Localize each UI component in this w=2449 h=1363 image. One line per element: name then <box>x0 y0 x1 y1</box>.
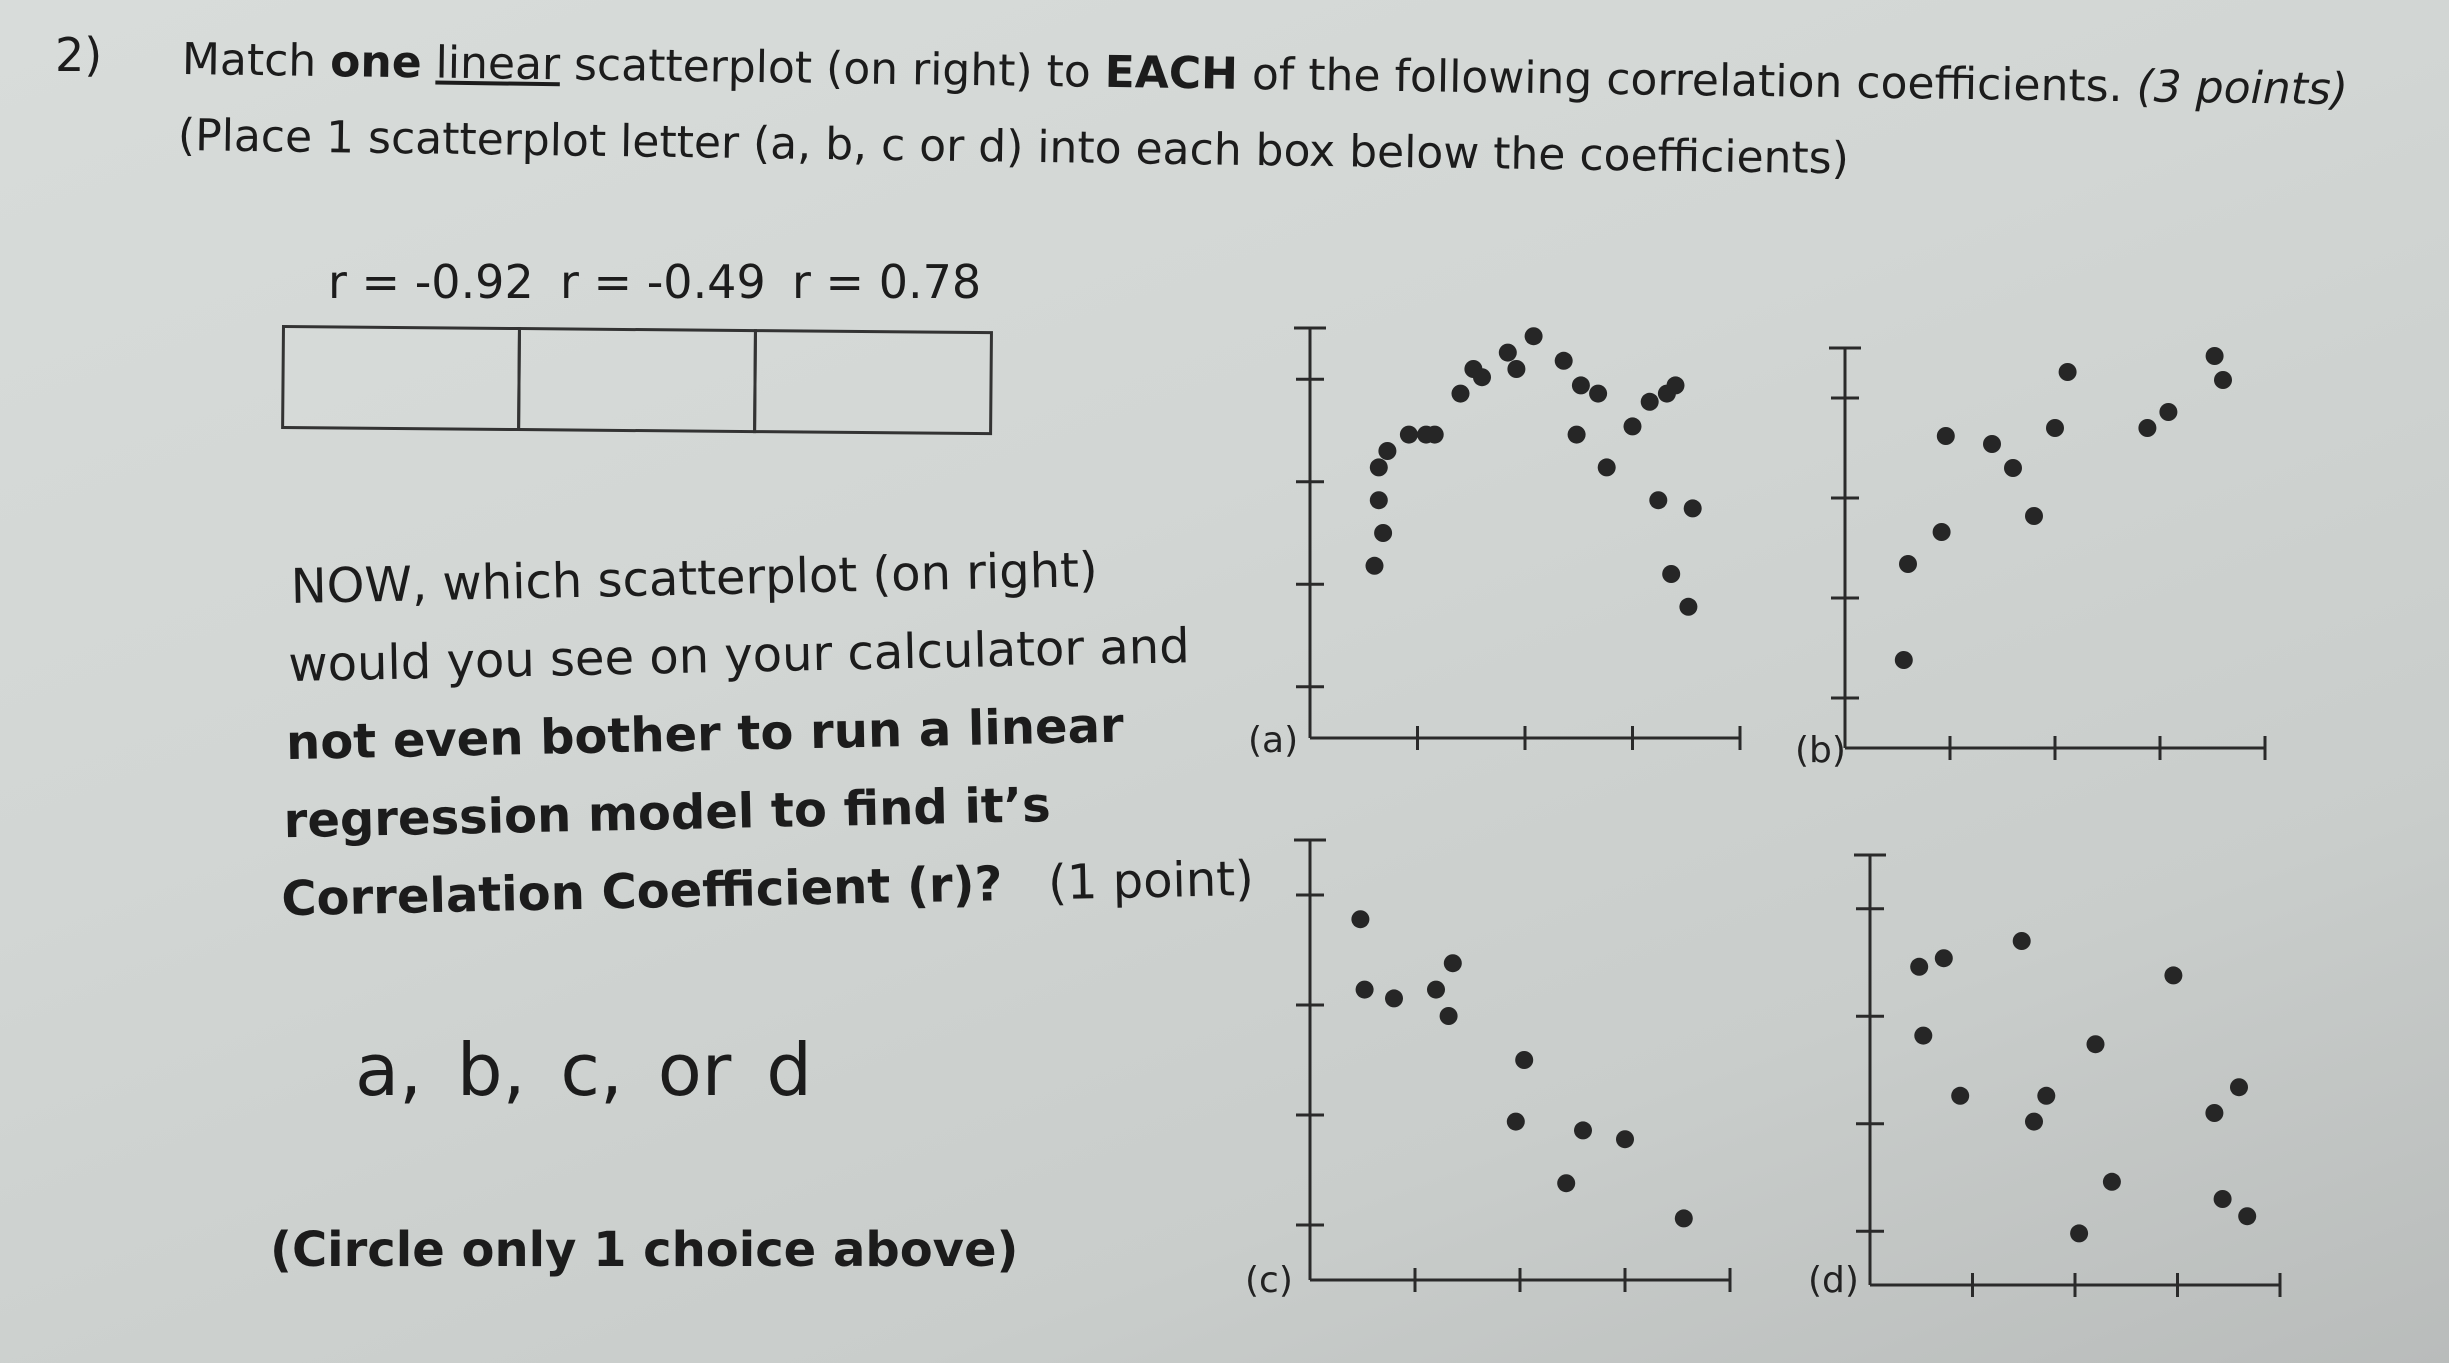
scatter-point <box>1933 523 1951 541</box>
scatterplot-label: (c) <box>1245 1260 1293 1301</box>
scatterplot-label: (d) <box>1808 1260 1859 1301</box>
scatter-point <box>2025 507 2043 525</box>
followup-line: not even bother to run a linear <box>285 697 1125 772</box>
scatter-point <box>1444 954 1462 972</box>
scatter-point <box>1662 565 1680 583</box>
scatter-point <box>2164 966 2182 984</box>
scatter-point <box>1452 385 1470 403</box>
scatter-point <box>2214 371 2232 389</box>
followup-line: regression model to find it’s <box>283 777 1052 850</box>
points-label: (3 points) <box>2136 61 2349 116</box>
prompt-underlined-linear: linear <box>435 37 561 91</box>
scatter-point <box>1427 981 1445 999</box>
scatter-point <box>1641 393 1659 411</box>
scatter-point <box>1679 598 1697 616</box>
scatter-point <box>1589 385 1607 403</box>
scatterplot-label: (b) <box>1795 730 1846 771</box>
scatter-point <box>2037 1087 2055 1105</box>
followup-line: Correlation Coefficient (r)? <box>280 856 1003 928</box>
scatter-point <box>2004 459 2022 477</box>
scatter-point <box>2214 1190 2232 1208</box>
coefficient-label: r = 0.78 <box>792 255 982 309</box>
scatter-point <box>1675 1209 1693 1227</box>
scatter-point <box>1574 1121 1592 1139</box>
scatter-point <box>1499 344 1517 362</box>
scatter-point <box>1440 1007 1458 1025</box>
scatter-point <box>1598 458 1616 476</box>
scatter-point <box>1983 435 2001 453</box>
scatter-point <box>2230 1078 2248 1096</box>
scatter-point <box>1684 499 1702 517</box>
scatter-point <box>1899 555 1917 573</box>
scatter-point <box>1937 427 1955 445</box>
scatter-point <box>1374 524 1392 542</box>
prompt-text: of the following correlation coefficients. <box>1237 48 2123 113</box>
scatter-point <box>1356 981 1374 999</box>
scatter-point <box>1895 651 1913 669</box>
scatter-point <box>1525 327 1543 345</box>
scatter-point <box>2025 1113 2043 1131</box>
scatter-point <box>2206 347 2224 365</box>
scatter-point <box>1507 1113 1525 1131</box>
question-prompt-line2: (Place 1 scatterplot letter (a, b, c or d) into each box below the coefficients) <box>177 110 1850 185</box>
scatter-point <box>1507 360 1525 378</box>
scatterplot-label: (a) <box>1248 720 1299 761</box>
followup-line: NOW, which scatterplot (on right) <box>290 542 1099 615</box>
prompt-emphasis-one: one <box>329 36 422 89</box>
scatter-point <box>2013 932 2031 950</box>
scatter-point <box>2046 419 2064 437</box>
scatter-point <box>1572 376 1590 394</box>
scatter-point <box>2238 1207 2256 1225</box>
scatter-point <box>1910 958 1928 976</box>
scatter-point <box>1616 1130 1634 1148</box>
scatter-point <box>1473 368 1491 386</box>
scatter-point <box>1624 417 1642 435</box>
coefficient-label: r = -0.92 <box>328 255 534 309</box>
scatter-point <box>2159 403 2177 421</box>
scatter-point <box>1914 1027 1932 1045</box>
scatter-point <box>1378 442 1396 460</box>
points-label: (1 point) <box>1047 850 1255 912</box>
prompt-text: Match <box>181 34 331 88</box>
scatter-point <box>1426 426 1444 444</box>
scatter-point <box>2205 1104 2223 1122</box>
prompt-text: scatterplot (on right) to <box>559 39 1106 98</box>
scatter-point <box>2138 419 2156 437</box>
scatter-point <box>1557 1174 1575 1192</box>
scatter-point <box>1935 949 1953 967</box>
scatter-point <box>1400 426 1418 444</box>
scatter-point <box>2087 1035 2105 1053</box>
prompt-emphasis-each: EACH <box>1104 46 1239 100</box>
scatter-point <box>2103 1173 2121 1191</box>
scatter-point <box>1667 376 1685 394</box>
scatter-point <box>1515 1051 1533 1069</box>
answer-choices[interactable]: a, b, c, or d <box>355 1028 812 1112</box>
question-number: 2) <box>55 28 103 82</box>
followup-line: would you see on your calculator and <box>287 618 1191 694</box>
scatter-point <box>1649 491 1667 509</box>
scatter-point <box>1385 989 1403 1007</box>
scatter-point <box>1568 426 1586 444</box>
scatter-point <box>1351 910 1369 928</box>
circle-instruction: (Circle only 1 choice above) <box>270 1222 1019 1278</box>
scatter-point <box>1370 458 1388 476</box>
scatter-point <box>2070 1224 2088 1242</box>
scatter-point <box>2059 363 2077 381</box>
coefficient-label: r = -0.49 <box>560 255 766 309</box>
scatter-point <box>1366 557 1384 575</box>
scatter-point <box>1951 1087 1969 1105</box>
scatter-point <box>1555 352 1573 370</box>
scatter-point <box>1370 491 1388 509</box>
